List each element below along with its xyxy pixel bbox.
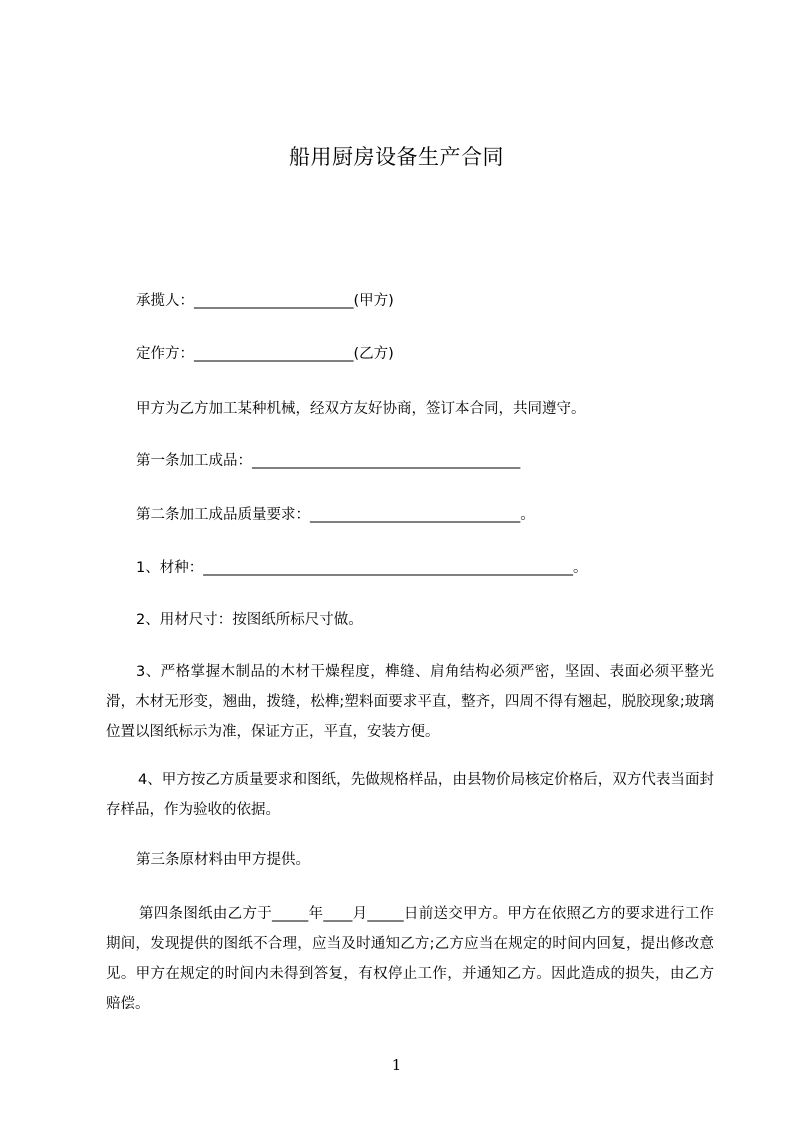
page-number: 1 xyxy=(391,1056,402,1074)
orderer-line: 定作方：______________________(乙方) xyxy=(136,346,394,362)
article-2-line: 第二条加工成品质量要求：_____________________________。 xyxy=(136,507,535,523)
item-3-paragraph: 3、严格掌握木制品的木材干燥程度，榫缝、肩角结构必须严密，坚固、表面必须平整光滑，木材无形变，翘曲，拨缝，松榫;塑料面要求平直，整齐，四周不得有翘起，脱胶现象;玻璃位置以图纸标示为准，保证方正，平直，安装方便。 xyxy=(106,664,714,740)
item-2-line: 2、用材尺寸：按图纸所标尺寸做。 xyxy=(136,612,363,628)
article-4-paragraph: 第四条图纸由乙方于_____年____月_____日前送交甲方。甲方在依照乙方的要求进行工作期间，发现提供的图纸不合理，应当及时通知乙方;乙方应当在规定的时间内回复，提出修改意见。甲方在规定的时间内未得到答复，有权停止工作，并通知乙方。因此造成的损失，由乙方赔偿。 xyxy=(106,906,714,1012)
document-title: 船用厨房设备生产合同 xyxy=(289,145,504,169)
item-1-line: 1、材种：___________________________________________________。 xyxy=(136,560,588,576)
item-4-paragraph: 4、甲方按乙方质量要求和图纸，先做规格样品，由县物价局核定价格后，双方代表当面封存样品，作为验收的依据。 xyxy=(106,772,714,818)
article-1-line: 第一条加工成品：_____________________________________ xyxy=(136,453,521,469)
contractor-line: 承揽人：______________________(甲方) xyxy=(136,293,394,309)
intro-line: 甲方为乙方加工某种机械，经双方友好协商，签订本合同，共同遵守。 xyxy=(136,401,586,417)
article-3-line: 第三条原材料由甲方提供。 xyxy=(136,852,310,868)
